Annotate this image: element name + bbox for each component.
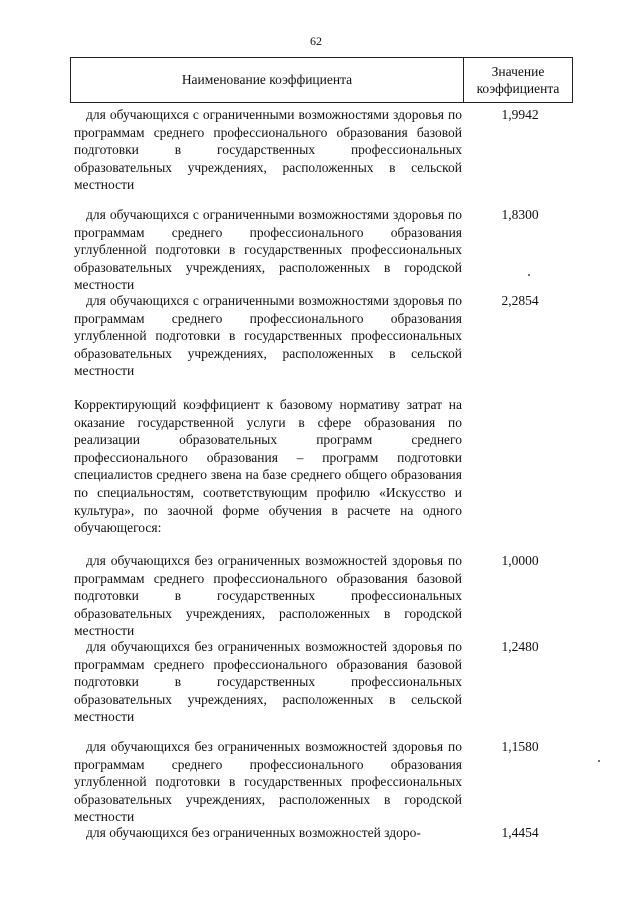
row-description: для обучающихся с ограниченными возможностями здоровья по программам среднего профессионального образования углубленной подготовки в государственных профессиональных образовательных учреждениях, расположенных в сельской местности (74, 293, 462, 379)
row-value: 1,8300 (501, 207, 539, 222)
row-description: для обучающихся без ограниченных возможностей здоровья по программам среднего профессионального образования базовой подготовки в государственных профессиональных образовательных учреждениях, расположенных в сельской местности (74, 639, 462, 725)
row-value: 1,9942 (501, 107, 539, 122)
row-description: для обучающихся без ограниченных возможностей здоровья по программам среднего профессионального образования углубленной подготовки в государственных профессиональных образовательных учреждениях, расположенных в городской местности (74, 739, 462, 825)
scan-speck (598, 760, 600, 762)
header-coefficient-name: Наименование коэффициента (71, 58, 464, 102)
row-description: для обучающихся с ограниченными возможностями здоровья по программам среднего профессионального образования углубленной подготовки в государственных профессиональных образовательных учреждениях, расположенных в городской местности (74, 207, 462, 293)
row-description: для обучающихся без ограниченных возможностей здоровья по программам среднего профессионального образования базовой подготовки в государственных профессиональных образовательных учреждениях, расположенных в городской местности (74, 553, 462, 639)
section-heading: Корректирующий коэффициент к базовому нормативу затрат на оказание государственной услуги в сфере образования по реализации образовательных программ среднего профессионального образования – программ подготовки специалистов среднего звена на базе среднего общего образования по специальностям, соответствующим профилю «Искусство и культура», по заочной форме обучения в расчете на одного обучающегося: (74, 397, 462, 536)
scan-speck (528, 274, 530, 276)
row-value: 1,0000 (501, 553, 539, 568)
row-value: 1,2480 (501, 639, 539, 654)
row-value: 1,1580 (501, 739, 539, 754)
row-description: для обучающихся с ограниченными возможностями здоровья по программам среднего профессионального образования базовой подготовки в государственных профессиональных образовательных учреждениях, расположенных в сельской местности (74, 107, 462, 193)
row-value: 2,2854 (501, 293, 539, 308)
row-description: для обучающихся без ограниченных возможностей здоро- (86, 825, 421, 840)
header-value-line1: Значение (491, 64, 545, 79)
header-value-line2: коэффициента (476, 81, 560, 96)
row-value: 1,4454 (501, 825, 539, 840)
header-coefficient-value (464, 58, 572, 102)
table-header (70, 57, 573, 103)
page-number: 62 (310, 34, 322, 48)
